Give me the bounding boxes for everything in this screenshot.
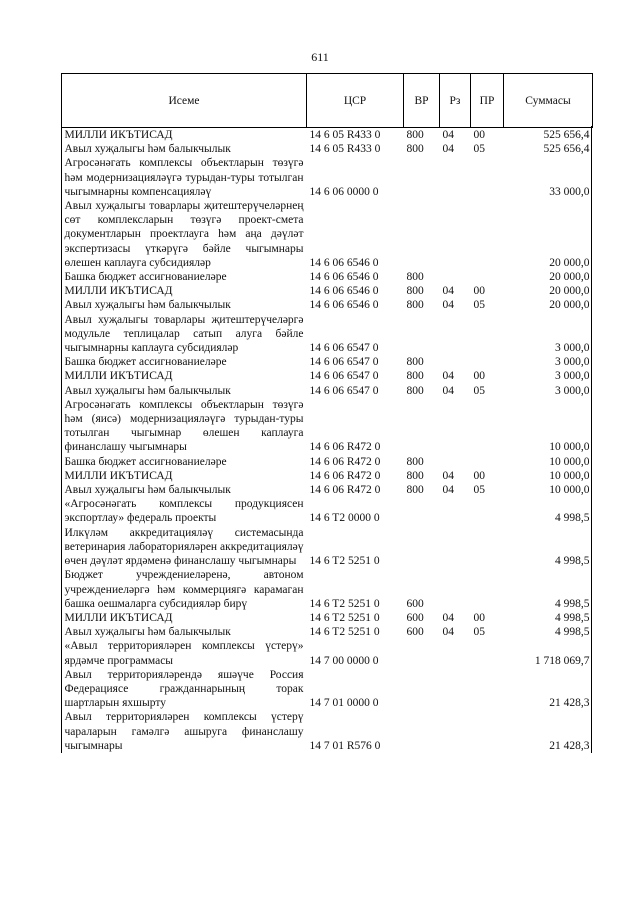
cell-vr: 800 bbox=[406, 271, 424, 284]
cell-pr bbox=[471, 526, 504, 569]
table-row bbox=[62, 369, 593, 383]
cell-sum: 20 000,0 bbox=[549, 299, 590, 312]
cell-vr: 800 bbox=[406, 285, 424, 298]
cell-rz bbox=[440, 526, 471, 569]
cell-csr: 14 6 T2 5251 0 bbox=[309, 597, 380, 610]
cell-name: Башка бюджет ассигнованиеләре bbox=[64, 271, 227, 284]
cell-csr: 14 6 T2 5251 0 bbox=[309, 555, 380, 568]
cell-csr: 14 6 06 R472 0 bbox=[309, 455, 381, 468]
cell-pr: 05 bbox=[473, 143, 485, 156]
cell-name: Авыл территорияләрен комплексы үстерү чараларын гамәлгә ашыруга финанслашу чыгымнары bbox=[64, 711, 304, 752]
cell-name: МИЛЛИ ИКЪТИСАД bbox=[64, 469, 173, 482]
cell-rz bbox=[440, 497, 471, 525]
cell-sum: 4 998,5 bbox=[555, 555, 590, 568]
cell-csr: 14 6 06 6546 0 bbox=[309, 285, 379, 298]
cell-name: «Агросәнәгать комплексы продукциясен экспортлау» федераль проекты bbox=[64, 498, 304, 525]
cell-csr: 14 6 05 R433 0 bbox=[309, 129, 381, 141]
cell-name: МИЛЛИ ИКЪТИСАД bbox=[64, 611, 173, 624]
cell-rz bbox=[440, 270, 471, 284]
cell-rz: 04 bbox=[442, 285, 454, 298]
table-row bbox=[62, 469, 593, 483]
cell-name: Авыл хуҗалыгы һәм балыкчылык bbox=[64, 384, 231, 397]
cell-rz: 04 bbox=[442, 143, 454, 156]
table-row bbox=[62, 668, 593, 711]
cell-pr bbox=[471, 668, 504, 711]
cell-csr: 14 6 06 0000 0 bbox=[309, 185, 379, 198]
cell-vr bbox=[404, 313, 440, 356]
cell-csr: 14 7 01 0000 0 bbox=[309, 697, 379, 710]
table-row bbox=[62, 270, 593, 284]
cell-sum: 10 000,0 bbox=[549, 441, 590, 454]
cell-vr: 800 bbox=[406, 299, 424, 312]
cell-csr: 14 6 06 6547 0 bbox=[309, 384, 379, 397]
cell-rz bbox=[440, 668, 471, 711]
cell-vr bbox=[404, 710, 440, 753]
cell-vr: 800 bbox=[406, 384, 424, 397]
cell-sum: 20 000,0 bbox=[549, 285, 590, 298]
table-row bbox=[62, 355, 593, 369]
table-row bbox=[62, 156, 593, 199]
cell-rz bbox=[440, 710, 471, 753]
cell-name: Илкүләм аккредитацияләү системасында ветеринария лабораторияләрен аккредитацияләү өчен дәүләт ярдәменә финанслашу чыгымнары bbox=[64, 526, 304, 568]
cell-name: МИЛЛИ ИКЪТИСАД bbox=[64, 285, 173, 298]
cell-rz: 04 bbox=[442, 299, 454, 312]
cell-pr bbox=[471, 156, 504, 199]
cell-pr bbox=[471, 398, 504, 455]
cell-sum: 20 000,0 bbox=[549, 256, 590, 269]
cell-rz bbox=[440, 156, 471, 199]
cell-pr: 00 bbox=[473, 129, 485, 141]
cell-sum: 10 000,0 bbox=[549, 455, 590, 468]
cell-rz bbox=[440, 355, 471, 369]
cell-name: Авыл хуҗалыгы һәм балыкчылык bbox=[64, 143, 231, 156]
cell-csr: 14 6 T2 5251 0 bbox=[309, 626, 380, 639]
cell-pr bbox=[471, 355, 504, 369]
cell-csr: 14 6 06 6546 0 bbox=[309, 271, 379, 284]
cell-rz: 04 bbox=[442, 484, 454, 497]
cell-csr: 14 6 06 R472 0 bbox=[309, 441, 381, 454]
table-row bbox=[62, 639, 593, 667]
cell-vr: 800 bbox=[406, 129, 424, 141]
cell-rz: 04 bbox=[442, 626, 454, 639]
table-row bbox=[62, 611, 593, 625]
cell-rz: 04 bbox=[442, 611, 454, 624]
table-row bbox=[62, 526, 593, 569]
cell-pr bbox=[471, 639, 504, 667]
header-sum: Суммасы bbox=[504, 74, 593, 128]
header-csr: ЦСР bbox=[307, 74, 404, 128]
cell-name: Башка бюджет ассигнованиеләре bbox=[64, 455, 227, 468]
cell-rz bbox=[440, 199, 471, 270]
cell-name: Агросәнәгать комплексы объектларын төзүгә һәм (яисә) модернизацияләүгә турыдан-туры тотылган чыгымнар өлешен каплауга финанслашу чыгымнары bbox=[64, 398, 304, 454]
cell-pr bbox=[471, 455, 504, 469]
table-row bbox=[62, 128, 593, 143]
cell-vr: 800 bbox=[406, 356, 424, 369]
cell-vr bbox=[404, 156, 440, 199]
cell-sum: 21 428,3 bbox=[549, 697, 590, 710]
cell-pr: 05 bbox=[473, 626, 485, 639]
cell-sum: 10 000,0 bbox=[549, 469, 590, 482]
table-row bbox=[62, 313, 593, 356]
cell-vr bbox=[404, 199, 440, 270]
cell-vr: 600 bbox=[406, 611, 424, 624]
table-row bbox=[62, 142, 593, 156]
table-row bbox=[62, 298, 593, 312]
header-rz: Рз bbox=[440, 74, 471, 128]
cell-sum: 3 000,0 bbox=[555, 342, 590, 355]
cell-csr: 14 6 06 6546 0 bbox=[309, 256, 379, 269]
cell-vr: 800 bbox=[406, 455, 424, 468]
cell-vr bbox=[404, 526, 440, 569]
header-vr: ВР bbox=[404, 74, 440, 128]
cell-vr bbox=[404, 497, 440, 525]
cell-pr: 00 bbox=[473, 370, 485, 383]
cell-pr bbox=[471, 313, 504, 356]
cell-pr bbox=[471, 270, 504, 284]
cell-vr: 800 bbox=[406, 484, 424, 497]
cell-vr bbox=[404, 639, 440, 667]
cell-pr: 00 bbox=[473, 285, 485, 298]
cell-csr: 14 6 06 R472 0 bbox=[309, 484, 381, 497]
cell-csr: 14 6 T2 5251 0 bbox=[309, 611, 380, 624]
cell-vr bbox=[404, 398, 440, 455]
table-row bbox=[62, 497, 593, 525]
table-row bbox=[62, 625, 593, 639]
cell-csr: 14 7 01 R576 0 bbox=[309, 739, 381, 752]
cell-sum: 21 428,3 bbox=[549, 739, 590, 752]
cell-csr: 14 6 06 6547 0 bbox=[309, 370, 379, 383]
cell-pr bbox=[471, 568, 504, 611]
cell-sum: 4 998,5 bbox=[555, 597, 590, 610]
cell-pr: 05 bbox=[473, 484, 485, 497]
cell-sum: 1 718 069,7 bbox=[534, 654, 590, 667]
cell-name: МИЛЛИ ИКЪТИСАД bbox=[64, 370, 173, 383]
table-row bbox=[62, 284, 593, 298]
cell-vr: 600 bbox=[406, 626, 424, 639]
cell-name: Авыл хуҗалыгы һәм балыкчылык bbox=[64, 299, 231, 312]
page-number: 611 bbox=[311, 50, 329, 64]
cell-vr: 800 bbox=[406, 370, 424, 383]
cell-rz bbox=[440, 455, 471, 469]
cell-csr: 14 6 06 6547 0 bbox=[309, 356, 379, 369]
cell-csr: 14 6 06 R472 0 bbox=[309, 469, 381, 482]
cell-sum: 20 000,0 bbox=[549, 271, 590, 284]
cell-name: «Авыл территорияләрен комплексы үстерү» ярдәмче программасы bbox=[64, 640, 304, 667]
cell-name: Агросәнәгать комплексы объектларын төзүгә һәм модернизацияләүгә турыдан-туры тотылган чыгымнарны компенсацияләү bbox=[64, 157, 304, 198]
cell-name: Авыл хуҗалыгы товарлары җитештерүчеләргә модульле теплицалар сатып алуга бәйле чыгымнарны каплауга субсидияләр bbox=[64, 313, 304, 355]
table-row bbox=[62, 568, 593, 611]
table-row bbox=[62, 483, 593, 497]
cell-pr: 00 bbox=[473, 611, 485, 624]
table-row bbox=[62, 199, 593, 270]
cell-sum: 525 656,4 bbox=[543, 129, 590, 141]
cell-csr: 14 6 05 R433 0 bbox=[309, 143, 381, 156]
table-row bbox=[62, 710, 593, 753]
cell-name: Бюджет учреждениеләренә, автоном учреждениеләргә һәм коммерциягә карамаган башка оешмаларга субсидияләр бирү bbox=[64, 569, 304, 610]
cell-sum: 33 000,0 bbox=[549, 185, 590, 198]
cell-sum: 4 998,5 bbox=[555, 626, 590, 639]
cell-pr: 05 bbox=[473, 384, 485, 397]
cell-sum: 525 656,4 bbox=[543, 143, 590, 156]
cell-name: Башка бюджет ассигнованиеләре bbox=[64, 356, 227, 369]
table-row bbox=[62, 384, 593, 398]
cell-csr: 14 6 06 6546 0 bbox=[309, 299, 379, 312]
cell-name: Авыл хуҗалыгы товарлары җитештерүчеләрнең сөт комплексларын төзүгә проект-смета документларын проектлауга һәм аңа дәүләт экспертизасы үткәрүгә бәйле чыгымнары өлешен каплауга субсидияләр bbox=[64, 200, 304, 269]
cell-rz bbox=[440, 313, 471, 356]
cell-pr: 05 bbox=[473, 299, 485, 312]
cell-csr: 14 7 00 0000 0 bbox=[309, 654, 379, 667]
cell-rz: 04 bbox=[442, 384, 454, 397]
cell-rz: 04 bbox=[442, 129, 454, 141]
cell-sum: 3 000,0 bbox=[555, 384, 590, 397]
cell-vr bbox=[404, 668, 440, 711]
cell-rz: 04 bbox=[442, 370, 454, 383]
cell-rz bbox=[440, 398, 471, 455]
cell-vr: 800 bbox=[406, 469, 424, 482]
cell-sum: 10 000,0 bbox=[549, 484, 590, 497]
cell-sum: 4 998,5 bbox=[555, 512, 590, 525]
cell-rz bbox=[440, 639, 471, 667]
cell-sum: 3 000,0 bbox=[555, 356, 590, 369]
table-body bbox=[62, 128, 593, 753]
table-row bbox=[62, 455, 593, 469]
cell-name: Авыл хуҗалыгы һәм балыкчылык bbox=[64, 626, 231, 639]
cell-pr bbox=[471, 710, 504, 753]
cell-pr: 00 bbox=[473, 469, 485, 482]
cell-name: Авыл хуҗалыгы һәм балыкчылык bbox=[64, 484, 231, 497]
cell-pr bbox=[471, 497, 504, 525]
cell-pr bbox=[471, 199, 504, 270]
cell-sum: 4 998,5 bbox=[555, 611, 590, 624]
cell-name: Авыл территорияләрендә яшәүче Россия Федерациясе гражданнарының торак шартларын яхшырту bbox=[64, 668, 304, 710]
table-row bbox=[62, 398, 593, 455]
cell-vr: 800 bbox=[406, 143, 424, 156]
cell-name: МИЛЛИ ИКЪТИСАД bbox=[64, 129, 173, 141]
cell-vr: 600 bbox=[406, 597, 424, 610]
header-name: Исеме bbox=[62, 74, 307, 128]
header-pr: ПР bbox=[471, 74, 504, 128]
table-header-row bbox=[62, 74, 593, 128]
cell-rz bbox=[440, 568, 471, 611]
cell-sum: 3 000,0 bbox=[555, 370, 590, 383]
cell-csr: 14 6 T2 0000 0 bbox=[309, 512, 380, 525]
cell-csr: 14 6 06 6547 0 bbox=[309, 342, 379, 355]
budget-table bbox=[61, 73, 593, 753]
cell-rz: 04 bbox=[442, 469, 454, 482]
